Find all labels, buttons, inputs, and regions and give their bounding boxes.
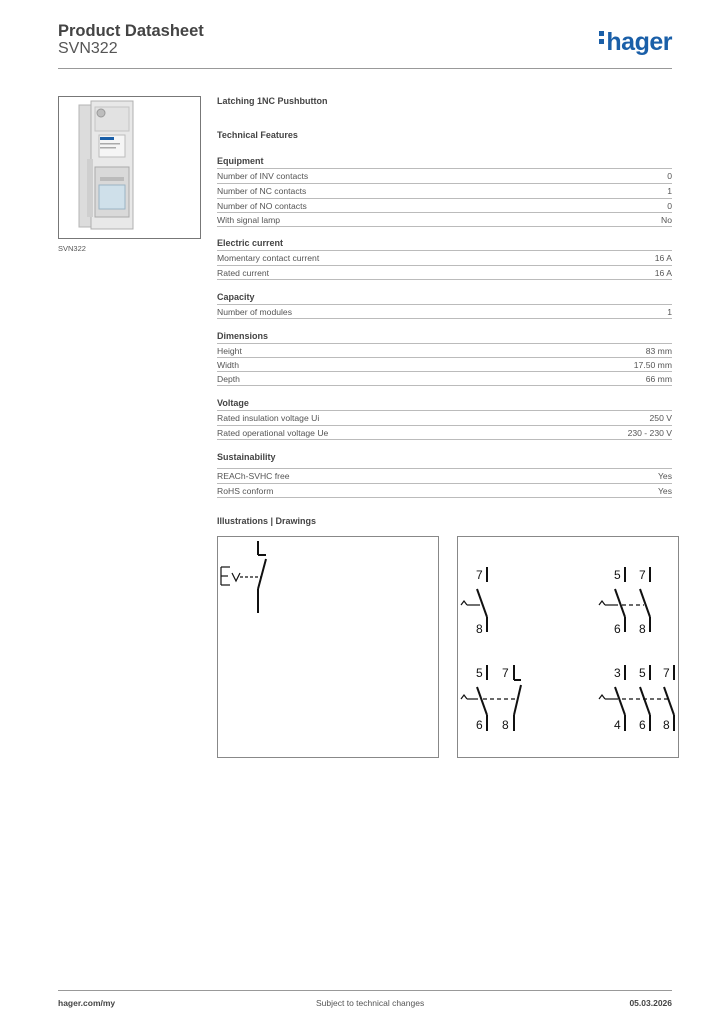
header-divider bbox=[58, 68, 672, 69]
spec-label: Height bbox=[217, 346, 242, 356]
product-image bbox=[58, 96, 201, 239]
spec-row bbox=[217, 212, 672, 227]
spec-label: With signal lamp bbox=[217, 215, 281, 225]
terminal-label: 5 bbox=[614, 568, 621, 582]
product-name: Latching 1NC Pushbutton bbox=[217, 96, 328, 106]
terminal-label: 8 bbox=[502, 718, 509, 732]
terminal-label: 8 bbox=[476, 622, 483, 636]
terminal-label: 5 bbox=[639, 666, 646, 680]
product-reference: SVN322 bbox=[58, 40, 118, 57]
footer-date: 05.03.2026 bbox=[629, 998, 672, 1008]
spec-value: 0 bbox=[667, 201, 672, 211]
group-title-capacity: Capacity bbox=[217, 292, 255, 302]
spec-value: 250 V bbox=[649, 413, 672, 423]
hager-logo bbox=[599, 28, 672, 57]
spec-value: 66 mm bbox=[645, 374, 672, 384]
wiring-symbol-drawing bbox=[217, 536, 439, 758]
technical-features-heading: Technical Features bbox=[217, 130, 298, 140]
group-title-equipment: Equipment bbox=[217, 156, 264, 166]
logo-dots-icon bbox=[599, 31, 604, 47]
terminal-label: 3 bbox=[614, 666, 621, 680]
spec-row bbox=[217, 250, 672, 265]
spec-label: Rated current bbox=[217, 268, 270, 278]
terminal-label: 7 bbox=[476, 568, 483, 582]
group-title-dimensions: Dimensions bbox=[217, 331, 269, 341]
terminal-label: 8 bbox=[639, 622, 646, 636]
group-title-sustainability: Sustainability bbox=[217, 452, 276, 462]
spec-value: 0 bbox=[667, 171, 672, 181]
spec-value: 17.50 mm bbox=[633, 360, 672, 370]
spec-row bbox=[217, 357, 672, 372]
spec-label: Rated operational voltage Ue bbox=[217, 428, 329, 438]
spec-label: Number of NO contacts bbox=[217, 201, 307, 211]
contact-5-6-7-8-nc-icon bbox=[461, 665, 521, 731]
spec-label: Number of modules bbox=[217, 307, 292, 317]
footer-website-link[interactable]: hager.com/my bbox=[58, 998, 116, 1008]
spec-value: 16 A bbox=[654, 268, 672, 278]
contact-diagram-icon bbox=[458, 537, 678, 757]
spec-row bbox=[217, 371, 672, 386]
footer-divider bbox=[58, 990, 672, 991]
spec-row bbox=[217, 265, 672, 280]
spec-value: 1 bbox=[667, 307, 672, 317]
terminal-label: 4 bbox=[614, 718, 621, 732]
spec-row bbox=[217, 425, 672, 440]
terminal-label: 6 bbox=[639, 718, 646, 732]
group-title-voltage: Voltage bbox=[217, 398, 249, 408]
spec-value: 1 bbox=[667, 186, 672, 196]
footer-note: Subject to technical changes bbox=[316, 998, 425, 1008]
spec-row bbox=[217, 168, 672, 183]
spec-row bbox=[217, 198, 672, 213]
page-title: Product Datasheet bbox=[58, 22, 204, 40]
terminal-label: 6 bbox=[614, 622, 621, 636]
spec-value: Yes bbox=[657, 486, 672, 496]
spec-label: Width bbox=[217, 360, 239, 370]
spec-label: REACh-SVHC free bbox=[217, 471, 290, 481]
spec-value: 83 mm bbox=[645, 346, 672, 356]
spec-value: 230 - 230 V bbox=[627, 428, 672, 438]
spec-row bbox=[217, 343, 672, 358]
illustrations-heading: Illustrations | Drawings bbox=[217, 516, 317, 526]
spec-row bbox=[217, 483, 672, 498]
spec-label: RoHS conform bbox=[217, 486, 274, 496]
group-title-electric-current: Electric current bbox=[217, 238, 284, 248]
terminal-label: 7 bbox=[663, 666, 670, 680]
terminal-label: 8 bbox=[663, 718, 670, 732]
contact-7-8-icon bbox=[461, 567, 487, 632]
spec-value: No bbox=[661, 215, 672, 225]
spec-row bbox=[217, 410, 672, 425]
spec-row bbox=[217, 304, 672, 319]
terminal-label: 5 bbox=[476, 666, 483, 680]
spec-value: 16 A bbox=[654, 253, 672, 263]
terminal-label: 7 bbox=[502, 666, 509, 680]
spec-label: Number of INV contacts bbox=[217, 171, 309, 181]
product-image-caption: SVN322 bbox=[58, 244, 86, 253]
terminal-label: 6 bbox=[476, 718, 483, 732]
spec-label: Rated insulation voltage Ui bbox=[217, 413, 320, 423]
logo-text: hager bbox=[606, 28, 672, 56]
terminal-label: 7 bbox=[639, 568, 646, 582]
spec-label: Number of NC contacts bbox=[217, 186, 307, 196]
pushbutton-device-icon bbox=[59, 97, 200, 238]
spec-label: Momentary contact current bbox=[217, 253, 320, 263]
latching-nc-symbol-icon bbox=[218, 537, 438, 757]
contact-variants-drawing bbox=[457, 536, 679, 758]
spec-value: Yes bbox=[657, 471, 672, 481]
spec-row bbox=[217, 183, 672, 198]
spec-row bbox=[217, 468, 672, 483]
spec-label: Depth bbox=[217, 374, 240, 384]
